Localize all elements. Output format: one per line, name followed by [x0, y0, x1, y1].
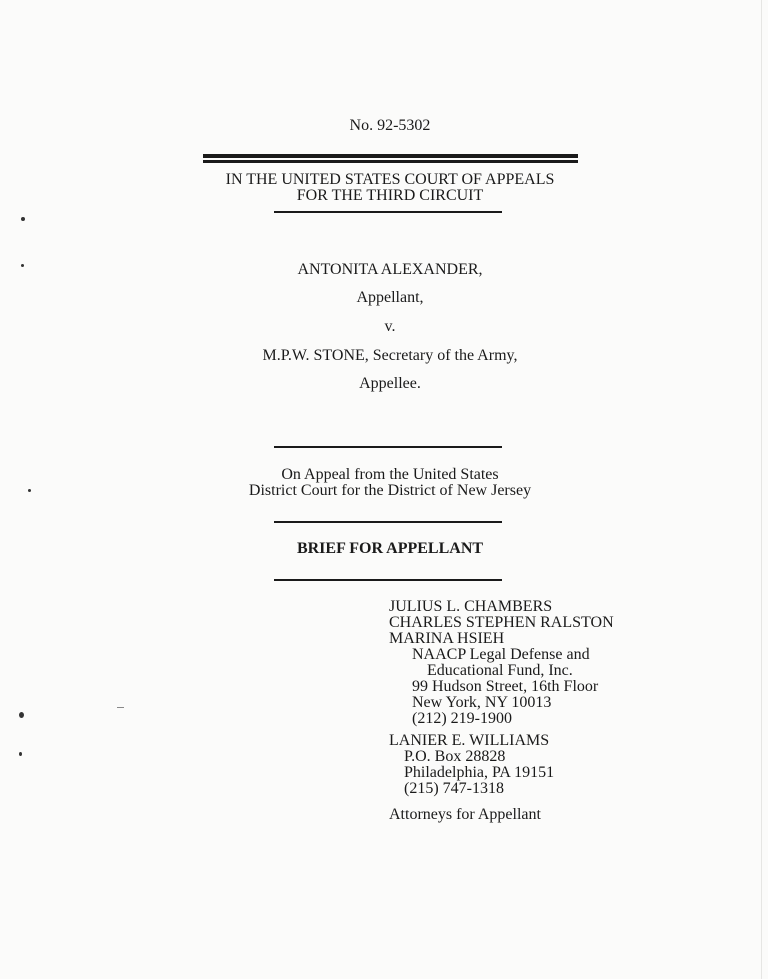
address-line-1: 99 Hudson Street, 16th Floor: [412, 678, 599, 695]
scan-speck: [19, 752, 22, 756]
attorney-name: JULIUS L. CHAMBERS: [389, 598, 553, 615]
versus: v.: [384, 318, 396, 335]
appellee-role: Appellee.: [359, 375, 421, 392]
appeal-origin-line-1: On Appeal from the United States: [281, 466, 499, 483]
phone-number: (215) 747-1318: [404, 780, 504, 797]
brief-title: BRIEF FOR APPELLANT: [296, 540, 484, 557]
court-name-line-1: IN THE UNITED STATES COURT OF APPEALS: [225, 171, 555, 188]
scan-speck: [19, 712, 24, 718]
counsel-block-2: [389, 733, 554, 797]
divider-rule: [274, 579, 502, 581]
counsel-block-1: [389, 599, 614, 727]
attorney-name: MARINA HSIEH: [389, 630, 505, 647]
attorneys-for-label: Attorneys for Appellant: [389, 806, 541, 823]
appellant-role: Appellant,: [356, 289, 424, 306]
organization-line-1: NAACP Legal Defense and: [412, 646, 590, 663]
divider-rule: [274, 521, 502, 523]
double-rule: [203, 154, 578, 164]
phone-number: (212) 219-1900: [412, 710, 512, 727]
docket-number: No. 92-5302: [349, 117, 431, 134]
appeal-origin-line-2: District Court for the District of New Jersey: [248, 482, 532, 499]
scan-speck: [117, 707, 124, 708]
address-line-2: Philadelphia, PA 19151: [404, 764, 555, 781]
attorney-name: CHARLES STEPHEN RALSTON: [389, 614, 614, 631]
appellant-name: ANTONITA ALEXANDER,: [297, 261, 483, 278]
appellee-name: M.P.W. STONE, Secretary of the Army,: [262, 347, 518, 364]
address-line-1: P.O. Box 28828: [404, 748, 506, 765]
organization-line-2: Educational Fund, Inc.: [427, 662, 573, 679]
attorneys-for-appellant: [389, 807, 541, 823]
attorney-name: LANIER E. WILLIAMS: [389, 732, 550, 749]
divider-rule: [274, 446, 502, 448]
court-name-line-2: FOR THE THIRD CIRCUIT: [296, 187, 484, 204]
address-line-2: New York, NY 10013: [412, 694, 552, 711]
scan-speck: [21, 217, 25, 221]
divider-rule: [274, 211, 502, 213]
